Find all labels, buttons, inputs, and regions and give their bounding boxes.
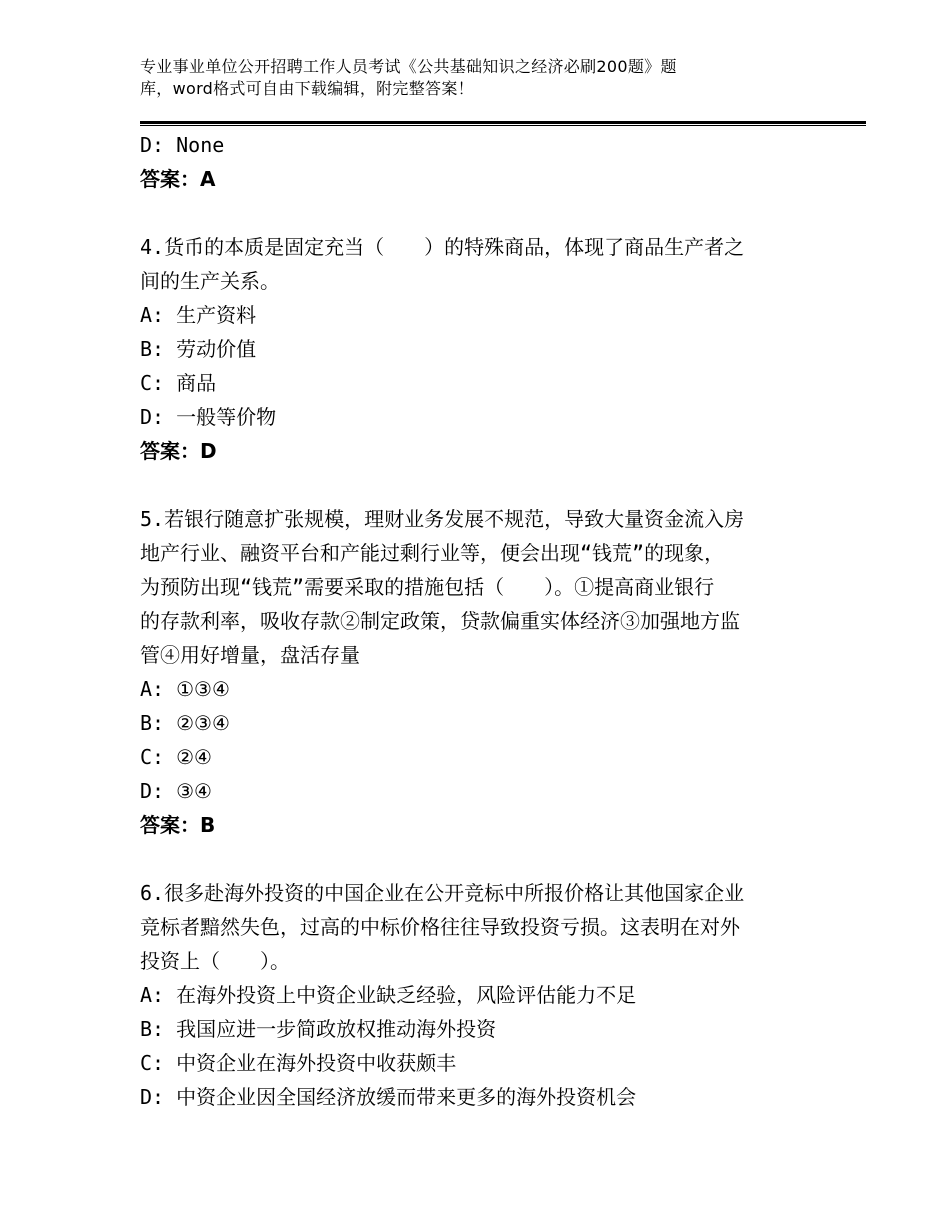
option-d: D: 中资企业因全国经济放缓而带来更多的海外投资机会: [140, 1085, 637, 1109]
answer-text: 答案：D: [140, 439, 217, 463]
document-header: [140, 56, 780, 100]
question-stem-line: 4.货币的本质是固定充当（ ）的特殊商品，体现了商品生产者之: [140, 235, 745, 259]
header-title-line-1: 专业事业单位公开招聘工作人员考试《公共基础知识之经济必刷200题》题: [140, 57, 677, 76]
answer-text: 答案：B: [140, 813, 216, 837]
question-6: [140, 876, 800, 1114]
question-spacer: [140, 468, 800, 502]
question-stem-line: 为预防出现“钱荒”需要采取的措施包括（ ）。①提高商业银行: [140, 575, 715, 599]
option-a: A: ①③④: [140, 677, 230, 701]
option-d: D: 一般等价物: [140, 405, 277, 429]
question-3-tail: [140, 128, 800, 196]
question-5: [140, 502, 800, 842]
question-stem-line: 竞标者黯然失色，过高的中标价格往往导致投资亏损。这表明在对外: [140, 915, 740, 939]
question-stem-line: 间的生产关系。: [140, 269, 280, 293]
option-a: A: 在海外投资上中资企业缺乏经验，风险评估能力不足: [140, 983, 637, 1007]
option-b: B: ②③④: [140, 711, 230, 735]
option-c: C: 商品: [140, 371, 217, 395]
question-stem-line: 地产行业、融资平台和产能过剩行业等，便会出现“钱荒”的现象，: [140, 541, 725, 565]
option-c: C: 中资企业在海外投资中收获颇丰: [140, 1051, 457, 1075]
header-divider-thick: [140, 121, 866, 124]
question-4: [140, 230, 800, 468]
option-b: B: 我国应进一步简政放权推动海外投资: [140, 1017, 497, 1041]
question-spacer: [140, 196, 800, 230]
option-b: B: 劳动价值: [140, 337, 257, 361]
question-stem-line: 5.若银行随意扩张规模，理财业务发展不规范，导致大量资金流入房: [140, 507, 745, 531]
option-d: D: None: [140, 133, 225, 157]
option-c: C: ②④: [140, 745, 212, 769]
question-stem-line: 管④用好增量，盘活存量: [140, 643, 360, 667]
option-d: D: ③④: [140, 779, 212, 803]
option-a: A: 生产资料: [140, 303, 257, 327]
header-title-line-2: 库，word格式可自由下载编辑，附完整答案！: [140, 79, 474, 98]
question-stem-line: 6.很多赴海外投资的中国企业在公开竞标中所报价格让其他国家企业: [140, 881, 745, 905]
question-list: [140, 128, 800, 1114]
question-spacer: [140, 842, 800, 876]
question-stem-line: 投资上（ ）。: [140, 949, 290, 973]
answer-text: 答案：A: [140, 167, 216, 191]
question-stem-line: 的存款利率，吸收存款②制定政策，贷款偏重实体经济③加强地方监: [140, 609, 740, 633]
header-divider-thin: [140, 125, 866, 126]
